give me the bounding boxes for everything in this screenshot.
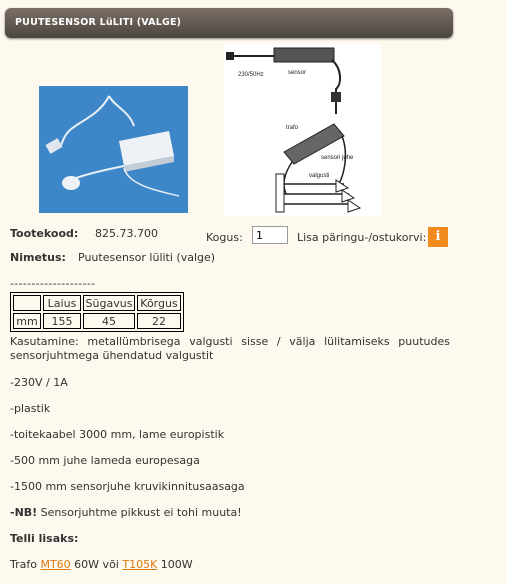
spec-item: -500 mm juhe lameda europesaga — [10, 454, 200, 467]
spec-item: -1500 mm sensorjuhe kruvikinnitusaasaga — [10, 480, 245, 493]
spec-item: -plastik — [10, 402, 51, 415]
lights-label: valgusti — [309, 173, 330, 179]
warning-label: -NB! — [10, 506, 38, 519]
product-code-label: Tootekood: — [10, 227, 79, 240]
order-extra-title: Telli lisaks: — [10, 532, 79, 545]
info-icon: i — [435, 229, 441, 244]
warning-text: Sensorjuhtme pikkust ei tohi muuta! — [37, 506, 242, 519]
page-title: PUUTESENSOR LüLITI (VALGE) — [15, 17, 182, 28]
warning-note — [10, 506, 242, 519]
spec-item: -toitekaabel 3000 mm, lame europistik — [10, 428, 225, 441]
product-name: Puutesensor lüliti (valge) — [78, 251, 216, 264]
divider-line: -------------------- — [10, 277, 96, 290]
sensor-wire-label: sensori juhe — [321, 155, 354, 161]
spec-item: -230V / 1A — [10, 376, 68, 389]
add-to-cart-label: Lisa päringu-/ostukorvi: — [297, 231, 427, 244]
sensor-label: sensor — [288, 70, 307, 76]
table-value-width: 155 — [43, 313, 81, 329]
table-row — [13, 313, 181, 329]
sensor-switch-image — [39, 86, 188, 213]
table-unit: mm — [13, 313, 41, 329]
product-name-label: Nimetus: — [10, 251, 66, 264]
product-description: Kasutamine: metallümbrisega valgusti sisse / välja lülitamiseks puutudes sensorjuhtmega ühendatud valgustit — [10, 335, 450, 362]
product-code: 825.73.700 — [95, 227, 158, 240]
mt60-link[interactable]: MT60 — [40, 558, 71, 571]
table-header-height: Kõrgus — [137, 295, 181, 311]
table-header-width: Laius — [43, 295, 81, 311]
quantity-label: Kogus: — [206, 231, 243, 244]
table-cell-empty — [13, 295, 41, 311]
add-to-cart-button[interactable] — [428, 227, 448, 247]
order-prefix: Trafo — [10, 558, 41, 571]
dimensions-table — [10, 292, 184, 332]
t105k-link[interactable]: T105K — [122, 558, 158, 571]
order-extra-line — [10, 558, 193, 571]
table-value-height: 22 — [137, 313, 181, 329]
table-row — [13, 295, 181, 311]
table-header-depth: Sügavus — [83, 295, 135, 311]
voltage-label: 230/50Hz — [238, 72, 264, 78]
product-photo — [39, 86, 188, 213]
product-title-bar — [5, 8, 453, 38]
trafo-label: trafo — [286, 125, 299, 131]
table-value-depth: 45 — [83, 313, 135, 329]
order-mid: 60W või — [70, 558, 123, 571]
quantity-input[interactable] — [252, 226, 288, 244]
order-suffix: 100W — [157, 558, 193, 571]
wiring-diagram — [224, 44, 381, 216]
